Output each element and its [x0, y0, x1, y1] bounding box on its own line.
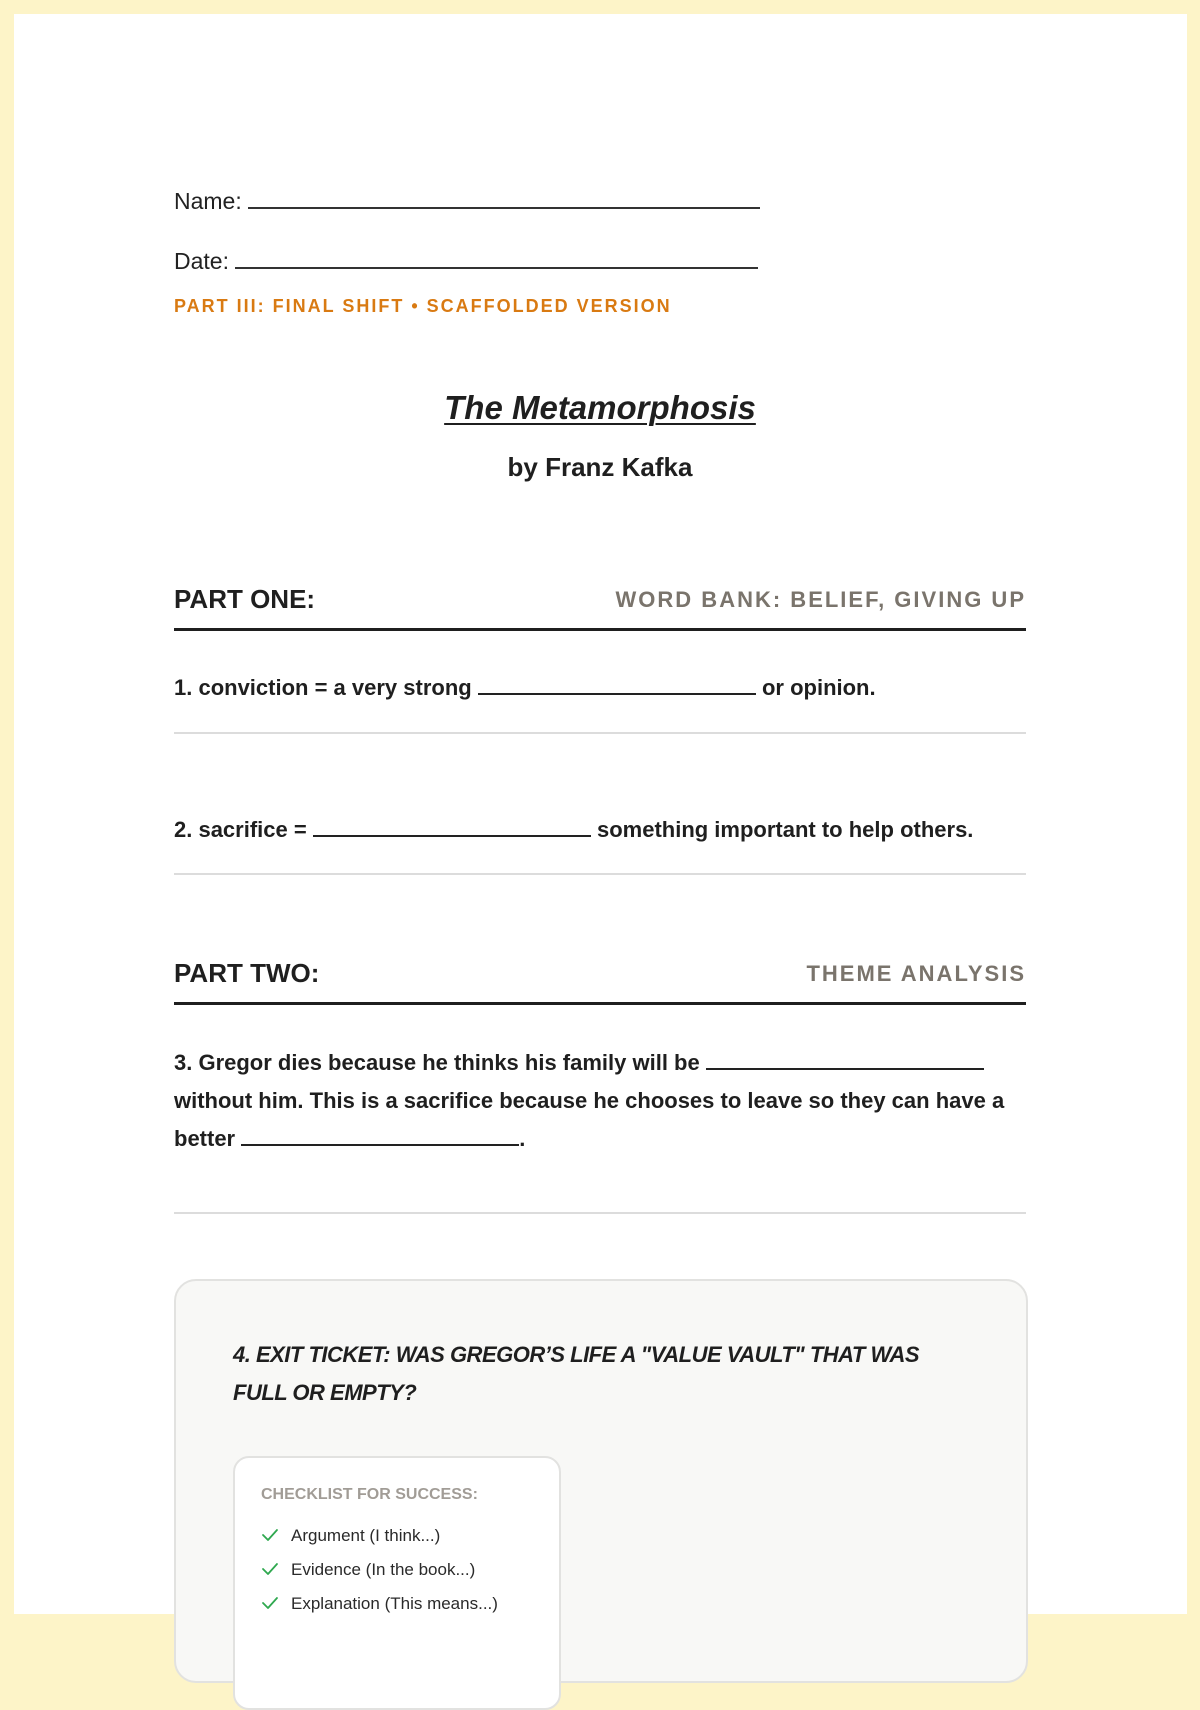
date-field[interactable]	[174, 248, 758, 275]
check-icon	[261, 1527, 283, 1547]
exit-ticket-box	[174, 1279, 1028, 1683]
name-label: Name:	[174, 188, 242, 214]
q2-text-before: 2. sacrifice =	[174, 817, 307, 842]
part-tag: PART III: FINAL SHIFT • SCAFFOLDED VERSION	[174, 296, 672, 316]
date-blank[interactable]	[235, 249, 758, 269]
q2-text-after: something important to help others.	[596, 817, 974, 842]
date-label: Date:	[174, 248, 229, 274]
worksheet-page	[14, 14, 1187, 1614]
name-blank[interactable]	[248, 189, 760, 209]
q3-blank-2[interactable]	[241, 1124, 519, 1146]
q1-blank[interactable]	[478, 673, 756, 695]
checklist-title: CHECKLIST FOR SUCCESS:	[261, 1486, 478, 1503]
divider-q2	[174, 873, 1026, 875]
checklist-item	[261, 1526, 440, 1547]
q1-text-after: or opinion.	[761, 675, 876, 700]
checklist-item-label: Explanation (This means...)	[291, 1594, 498, 1613]
name-field[interactable]	[174, 188, 760, 215]
book-title: The Metamorphosis	[444, 389, 756, 426]
divider-q3	[174, 1212, 1026, 1214]
part-one-label: PART ONE:	[174, 584, 316, 614]
exit-ticket-question: 4. EXIT TICKET: WAS GREGOR’S LIFE A "VALUE VAULT" THAT WAS FULL OR EMPTY?	[233, 1342, 920, 1405]
question-2	[174, 811, 1026, 849]
question-3	[174, 1044, 1026, 1158]
q3-text-before: 3. Gregor dies because he thinks his family will be	[174, 1050, 700, 1075]
q3-text-middle: without him. This is a sacrifice because he chooses to leave so they can have a better	[174, 1088, 1005, 1151]
part-two-header	[174, 958, 1026, 1005]
check-icon	[261, 1595, 283, 1615]
question-1	[174, 669, 1026, 707]
q3-text-after: .	[519, 1126, 526, 1151]
book-author: by Franz Kafka	[507, 452, 693, 482]
checklist-item-label: Evidence (In the book...)	[291, 1560, 476, 1579]
check-icon	[261, 1561, 283, 1581]
part-one-header	[174, 584, 1026, 631]
q2-blank[interactable]	[313, 815, 591, 837]
checklist-item	[261, 1594, 498, 1615]
checklist-item-label: Argument (I think...)	[291, 1526, 441, 1545]
part-two-tag: THEME ANALYSIS	[806, 961, 1026, 986]
part-two-label: PART TWO:	[174, 958, 320, 988]
q3-blank-1[interactable]	[706, 1048, 984, 1070]
divider-q1	[174, 732, 1026, 734]
success-checklist	[233, 1456, 561, 1710]
q1-text-before: 1. conviction = a very strong	[174, 675, 472, 700]
checklist-item	[261, 1560, 475, 1581]
part-one-word-bank: WORD BANK: BELIEF, GIVING UP	[615, 587, 1026, 612]
